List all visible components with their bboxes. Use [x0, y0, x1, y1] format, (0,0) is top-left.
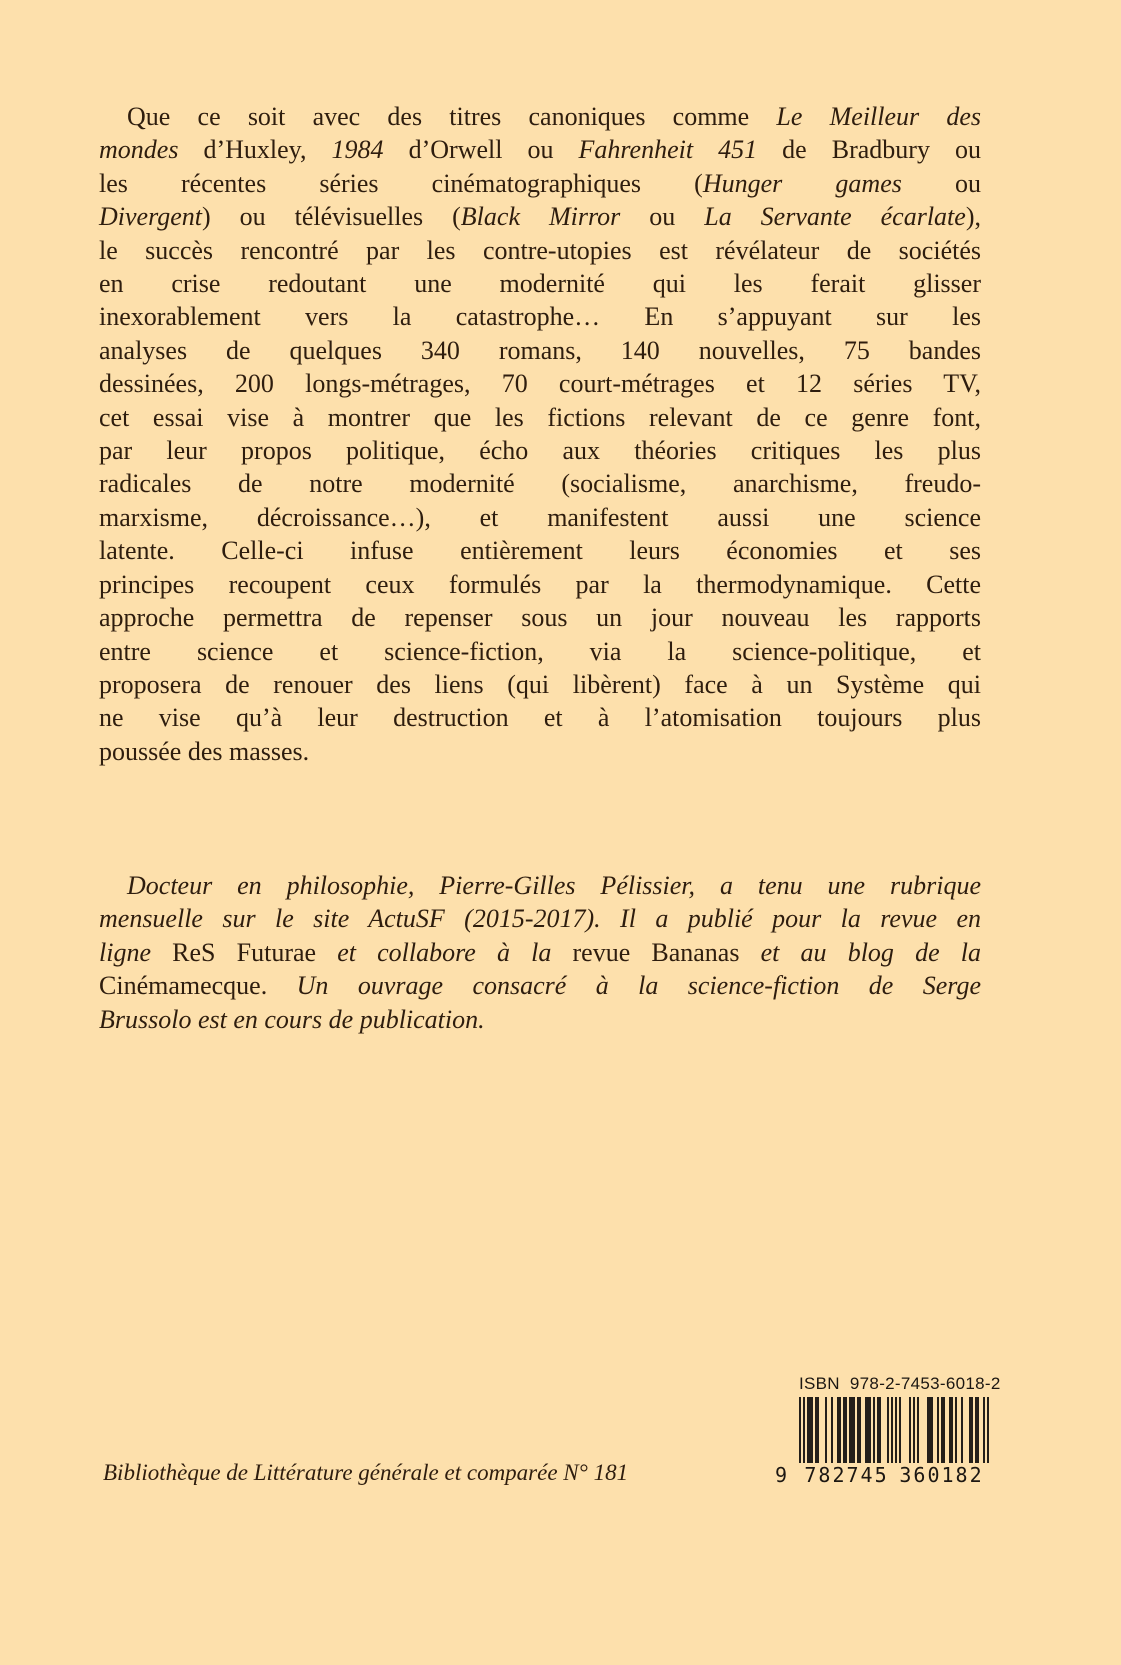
- text-segment: revue Bananas: [572, 937, 740, 967]
- text-line: [99, 534, 981, 567]
- text-segment: ne vise qu’à leur destruction et à l’atomisation toujours plus: [99, 703, 981, 733]
- text-segment: entre science et science-fiction, via la science-politique, et: [99, 636, 981, 666]
- text-line: [99, 467, 981, 500]
- text-line: [99, 1003, 981, 1036]
- text-line: [99, 601, 981, 634]
- text-segment: et collabore à la: [316, 937, 573, 967]
- text-line: [99, 735, 981, 768]
- text-segment: par leur propos politique, écho aux théories critiques les plus: [99, 436, 981, 466]
- text-line: [99, 367, 981, 400]
- text-line: [99, 869, 981, 902]
- text-segment: ReS Futurae: [172, 937, 317, 967]
- text-segment: dessinées, 200 longs-métrages, 70 court-métrages et 12 séries TV,: [99, 369, 981, 399]
- text-line: [99, 668, 981, 701]
- text-segment: Un ouvrage consacré à la science-fiction de Serge: [296, 971, 981, 1001]
- text-segment: poussée des masses.: [99, 736, 310, 766]
- text-segment: Docteur en philosophie, Pierre-Gilles Pélissier, a tenu une rubrique: [127, 871, 981, 900]
- isbn-block: [775, 1374, 1005, 1487]
- text-segment: marxisme, décroissance…), et manifestent aussi une science: [99, 502, 981, 532]
- text-segment: ) ou télévisuelles (: [202, 202, 461, 232]
- text-segment: Que ce soit avec des titres canoniques comme: [127, 102, 777, 131]
- collection-title: Bibliothèque de Littérature générale et comparée N° 181: [103, 1460, 629, 1485]
- isbn-number: ISBN 978-2-7453-6018-2: [799, 1374, 1001, 1393]
- text-segment: d’Orwell ou: [383, 135, 579, 165]
- text-segment: approche permettra de repenser sous un jour nouveau les rapports: [99, 603, 981, 633]
- text-line: [99, 334, 981, 367]
- text-line: [99, 300, 981, 333]
- ean-digits: [775, 1463, 989, 1487]
- text-line: [99, 434, 981, 467]
- ean-digit-group: 360182: [894, 1463, 989, 1487]
- text-line: [99, 501, 981, 534]
- text-segment: cet essai vise à montrer que les fictions relevant de ce genre font,: [99, 402, 981, 432]
- text-line: [99, 701, 981, 734]
- text-segment: Le Meilleur des: [776, 102, 982, 131]
- ean-digit-group: 9: [775, 1463, 788, 1487]
- text-line: [99, 568, 981, 601]
- text-segment: latente. Celle-ci infuse entièrement leurs économies et ses: [99, 536, 981, 566]
- text-segment: ),: [965, 202, 981, 232]
- text-segment: Divergent: [99, 202, 202, 232]
- text-segment: Brussolo est en cours de publication.: [99, 1004, 485, 1034]
- text-segment: principes recoupent ceux formulés par la thermodynamique. Cette: [99, 569, 981, 599]
- text-segment: Black Mirror: [460, 202, 621, 232]
- text-segment: analyses de quelques 340 romans, 140 nouvelles, 75 bandes: [99, 335, 981, 365]
- text-segment: ligne: [99, 937, 173, 967]
- text-segment: en crise redoutant une modernité qui les ferait glisser: [99, 269, 981, 299]
- text-segment: les récentes séries cinématographiques (: [99, 168, 703, 198]
- text-line: [99, 401, 981, 434]
- text-segment: inexorablement vers la catastrophe… En s’appuyant sur les: [99, 302, 981, 332]
- text-segment: La Servante écarlate: [704, 202, 966, 232]
- text-segment: Fahrenheit 451: [578, 135, 758, 165]
- text-segment: 1984: [331, 135, 384, 165]
- text-segment: proposera de renouer des liens (qui libèrent) face à un Système qui: [99, 669, 981, 699]
- text-segment: Cinémamecque.: [99, 971, 297, 1001]
- text-segment: d’Huxley,: [178, 135, 332, 165]
- text-line: [99, 635, 981, 668]
- text-line: [99, 200, 981, 233]
- text-segment: radicales de notre modernité (socialisme, anarchisme, freudo-: [99, 469, 981, 499]
- text-segment: mensuelle sur le site ActuSF (2015-2017). Il a publié pour la revue en: [99, 904, 981, 934]
- author-bio-paragraph: [99, 869, 981, 1036]
- text-segment: mondes: [99, 135, 179, 165]
- text-segment: de Bradbury ou: [757, 135, 981, 165]
- synopsis-paragraph: [99, 100, 981, 768]
- text-segment: et au blog de la: [739, 937, 981, 967]
- text-line: [99, 936, 981, 969]
- text-line: [99, 167, 981, 200]
- text-segment: ou: [901, 168, 981, 198]
- text-line: [99, 902, 981, 935]
- text-line: [99, 234, 981, 267]
- text-line: [99, 133, 981, 166]
- text-segment: Hunger games: [702, 168, 902, 198]
- text-line: [99, 267, 981, 300]
- text-segment: le succès rencontré par les contre-utopies est révélateur de sociétés: [99, 235, 981, 265]
- text-line: [99, 969, 981, 1002]
- ean-digit-group: 782745: [799, 1463, 894, 1487]
- text-segment: ou: [620, 202, 705, 232]
- text-line: [99, 100, 981, 133]
